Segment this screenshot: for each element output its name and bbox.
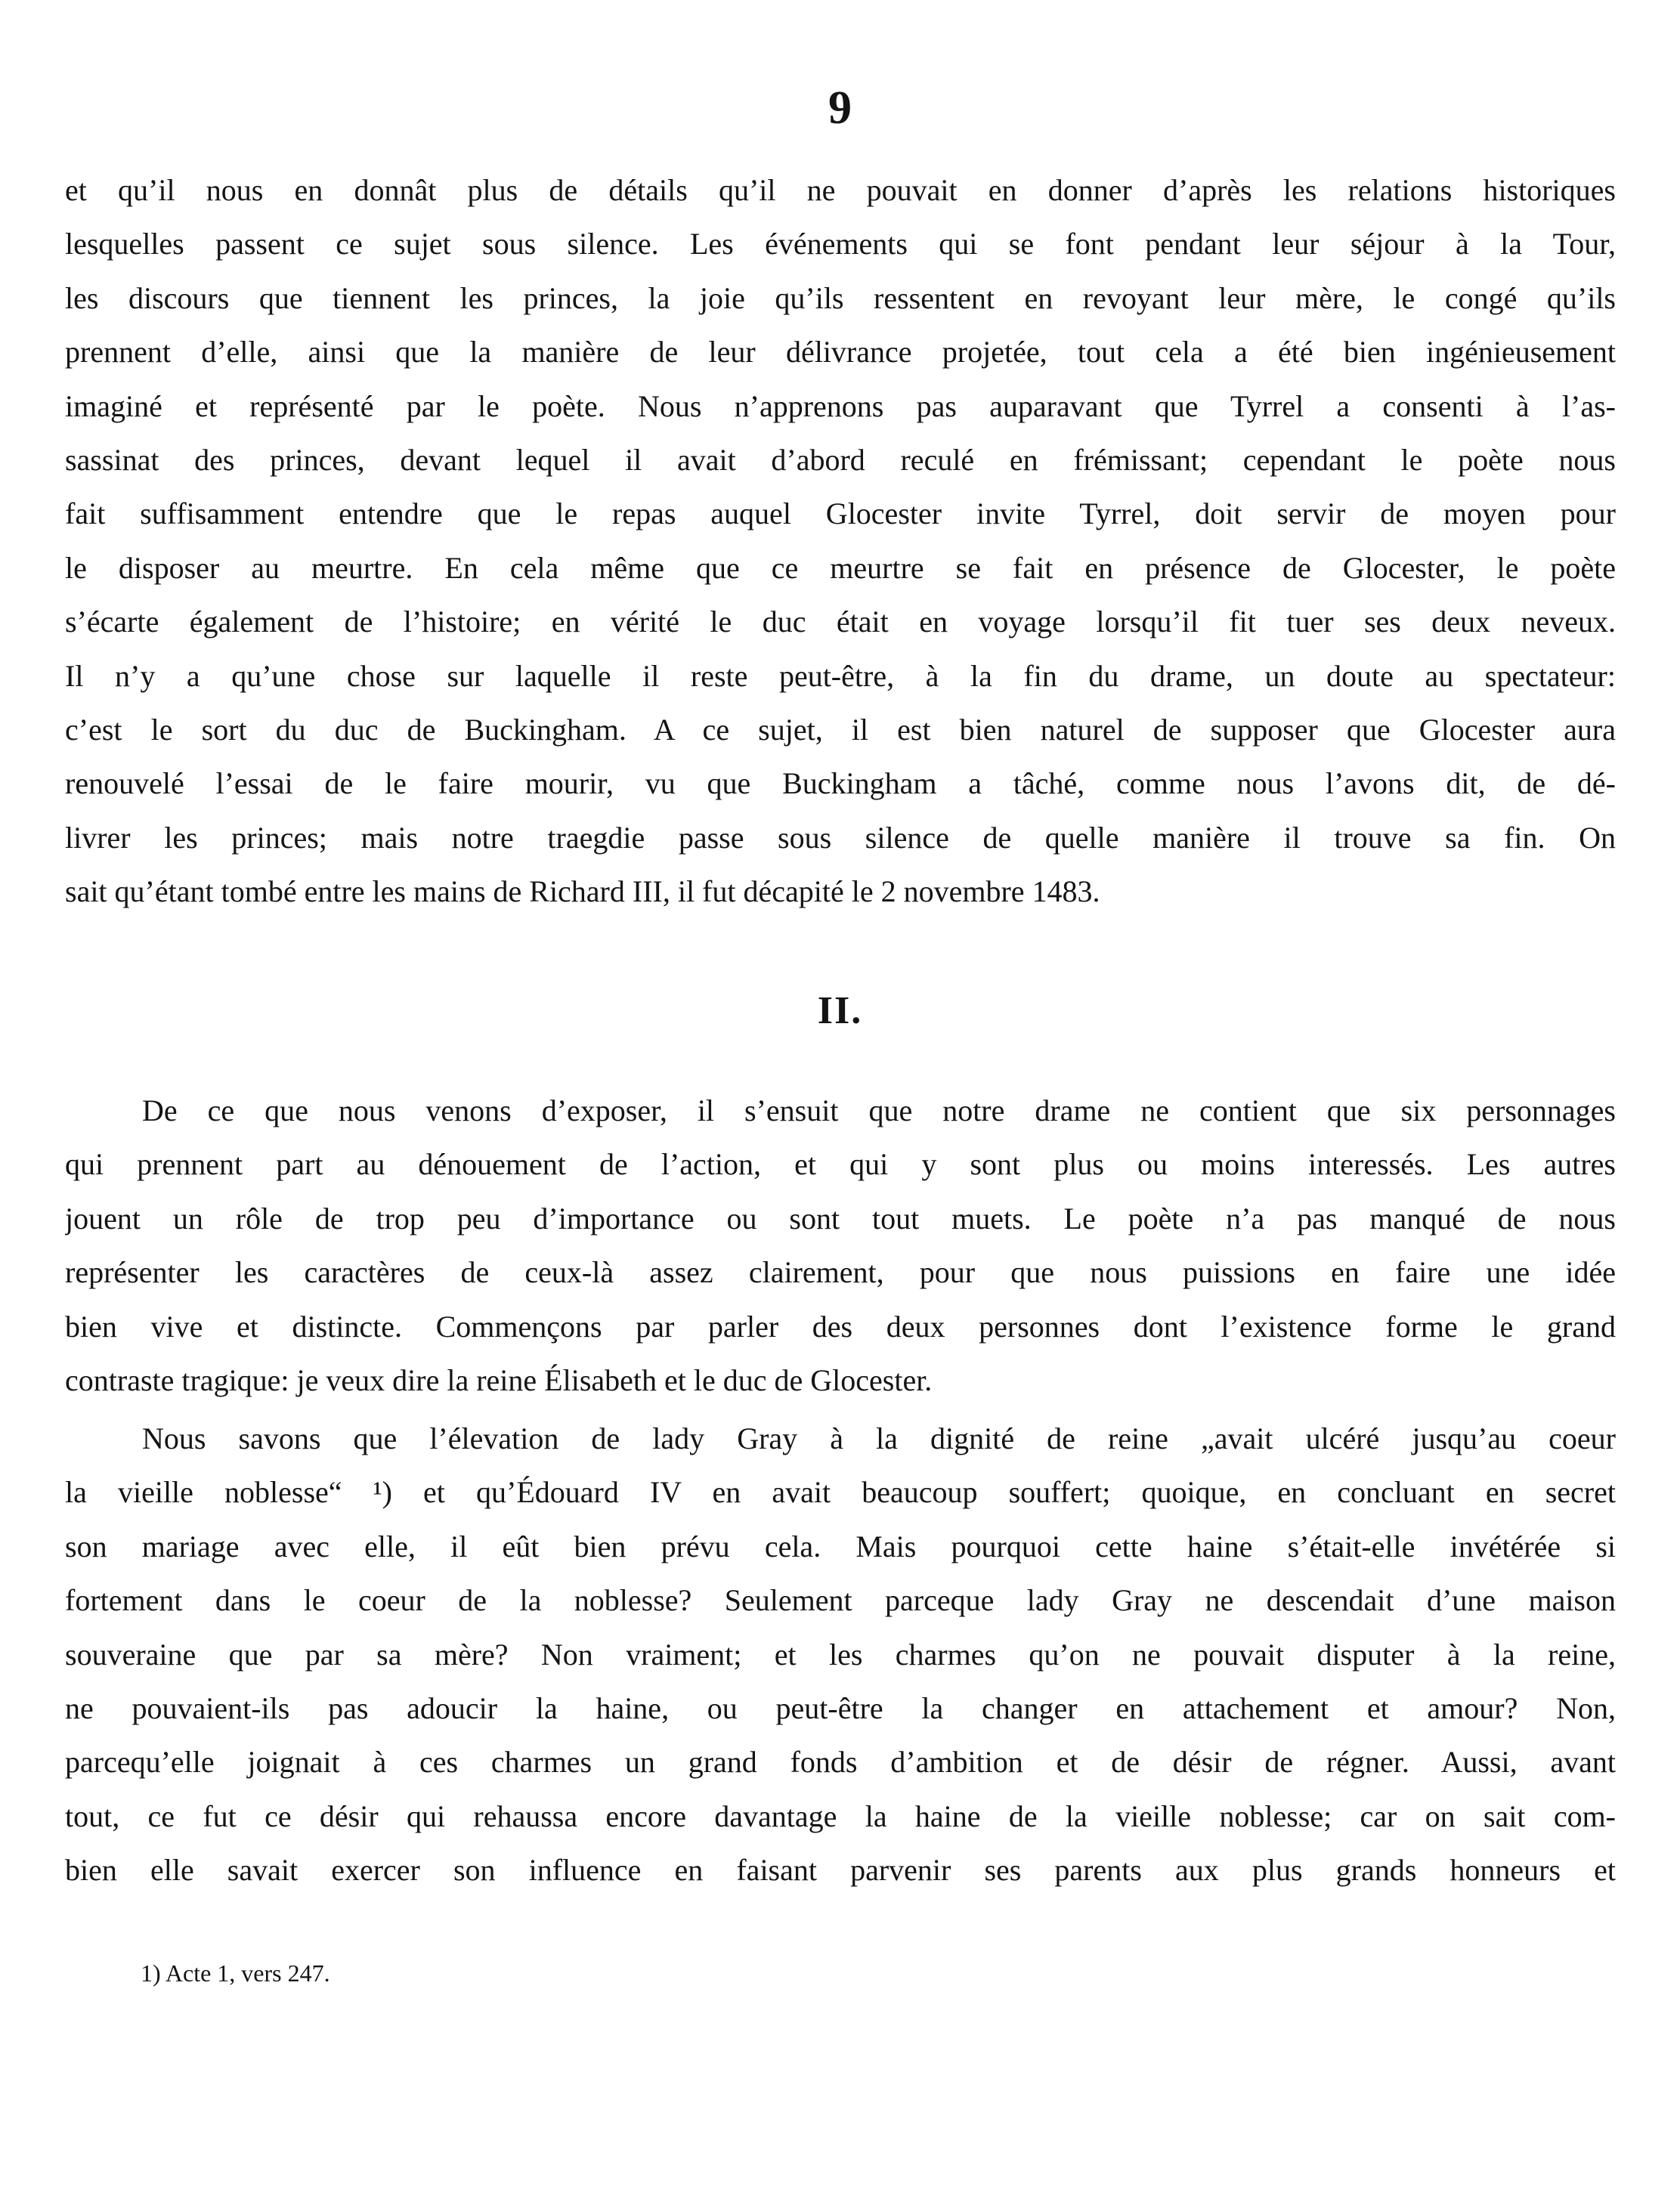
text-line: livrer les princes; mais notre traegdie passe sous silence de quelle manière il trouve sa fin. On (65, 820, 1616, 855)
text-line: De ce que nous venons d’exposer, il s’ensuit que notre drame ne contient que six personnages (142, 1093, 1616, 1127)
paragraph-continued (65, 163, 1616, 918)
text-line: bien elle savait exercer son influence en faisant parvenir ses parents aux plus grands honneurs et (65, 1853, 1616, 1888)
text-line: ne pouvaient-ils pas adoucir la haine, ou peut-être la changer en attachement et amour? Non, (65, 1690, 1616, 1725)
text-line: jouent un rôle de trop peu d’importance ou sont tout muets. Le poète n’a pas manqué de nous (65, 1201, 1616, 1236)
text-line: souveraine que par sa mère? Non vraiment; et les charmes qu’on ne pouvait disputer à la reine, (65, 1637, 1616, 1672)
text-line: fait suffisamment entendre que le repas auquel Glocester invite Tyrrel, doit servir de moyen pour (65, 496, 1616, 531)
section-heading: II. (817, 989, 863, 1032)
text-line: la vieille noblesse“ ¹) et qu’Édouard IV en avait beaucoup souffert; quoique, en concluant en secret (65, 1475, 1616, 1510)
text-line: lesquelles passent ce sujet sous silence. Les événements qui se font pendant leur séjour à la Tour, (65, 227, 1616, 261)
text-line: Il n’y a qu’une chose sur laquelle il reste peut-être, à la fin du drame, un doute au spectateur: (65, 658, 1616, 693)
text-line: le disposer au meurtre. En cela même que ce meurtre se fait en présence de Glocester, le poète (65, 550, 1616, 585)
text-line: bien vive et distincte. Commençons par parler des deux personnes dont l’existence forme le grand (65, 1309, 1616, 1344)
paragraph-characters (65, 1084, 1616, 1407)
text-line: et qu’il nous en donnât plus de détails qu’il ne pouvait en donner d’après les relations historiques (65, 173, 1616, 207)
text-line: sassinat des princes, devant lequel il avait d’abord reculé en frémissant; cependant le poète nous (65, 442, 1616, 477)
page-number: 9 (828, 82, 852, 134)
text-line: imaginé et représenté par le poète. Nous n’apprenons pas auparavant que Tyrrel a consenti à l’as- (65, 388, 1616, 423)
text-line: Nous savons que l’élevation de lady Gray à la dignité de reine „avait ulcéré jusqu’au coeur (142, 1421, 1616, 1455)
text-line: représenter les caractères de ceux-là assez clairement, pour que nous puissions en faire une idée (65, 1255, 1616, 1290)
text-line: les discours que tiennent les princes, la joie qu’ils ressentent en revoyant leur mère, le congé qu’ils (65, 280, 1616, 315)
text-line: fortement dans le coeur de la noblesse? Seulement parceque lady Gray ne descendait d’une maison (65, 1583, 1616, 1618)
text-line: tout, ce fut ce désir qui rehaussa encore davantage la haine de la vieille noblesse; car on sait com- (65, 1798, 1616, 1833)
text-line: prennent d’elle, ainsi que la manière de leur délivrance projetée, tout cela a été bien ingénieusement (65, 335, 1616, 370)
text-line: sait qu’étant tombé entre les mains de Richard III, il fut décapité le 2 novembre 1483. (65, 874, 1100, 909)
text-line: parcequ’elle joignait à ces charmes un grand fonds d’ambition et de désir de régner. Aussi, avant (65, 1745, 1616, 1780)
paragraph-lady-gray (65, 1412, 1616, 1897)
footnote: 1) Acte 1, vers 247. (141, 1959, 330, 1987)
text-line: contraste tragique: je veux dire la reine Élisabeth et le duc de Glocester. (65, 1362, 933, 1397)
text-line: qui prennent part au dénouement de l’action, et qui y sont plus ou moins interessés. Les autres (65, 1147, 1616, 1182)
text-line: c’est le sort du duc de Buckingham. A ce sujet, il est bien naturel de supposer que Glocester aura (65, 712, 1616, 747)
text-line: s’écarte également de l’histoire; en vérité le duc était en voyage lorsqu’il fit tuer ses deux neveux. (65, 605, 1616, 639)
text-line: son mariage avec elle, il eût bien prévu cela. Mais pourquoi cette haine s’était-elle invétérée si (65, 1529, 1616, 1563)
text-line: renouvelé l’essai de le faire mourir, vu que Buckingham a tâché, comme nous l’avons dit, de dé- (65, 766, 1616, 801)
